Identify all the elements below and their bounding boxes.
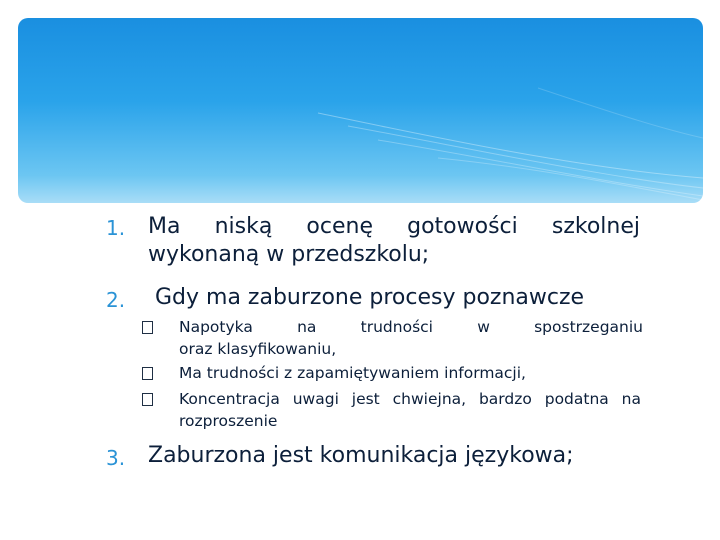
item-text-line: Ma niską ocenę gotowości szkolnej xyxy=(148,214,640,239)
item-number: 3. xyxy=(106,446,126,470)
item-number: 1. xyxy=(106,216,126,240)
checkbox-bullet-icon xyxy=(142,367,153,380)
subitem-text-line: Ma trudności z zapamiętywaniem informacji, xyxy=(179,364,526,382)
item-text-line: wykonaną w przedszkolu; xyxy=(148,242,430,267)
subitem-text-line: Koncentracja uwagi jest chwiejna, bardzo podatna na xyxy=(179,390,641,408)
subitem-text-line: rozproszenie xyxy=(179,412,278,430)
checkbox-bullet-icon xyxy=(142,393,153,406)
checkbox-bullet-icon xyxy=(142,321,153,334)
item-text-line: Gdy ma zaburzone procesy poznawcze xyxy=(155,285,585,310)
subitem-text-line: Napotyka na trudności w spostrzeganiu xyxy=(179,318,643,336)
item-text-line: Zaburzona jest komunikacja językowa; xyxy=(148,443,574,468)
item-number: 2. xyxy=(106,288,126,312)
subitem-text-line: oraz klasyfikowaniu, xyxy=(179,340,337,358)
